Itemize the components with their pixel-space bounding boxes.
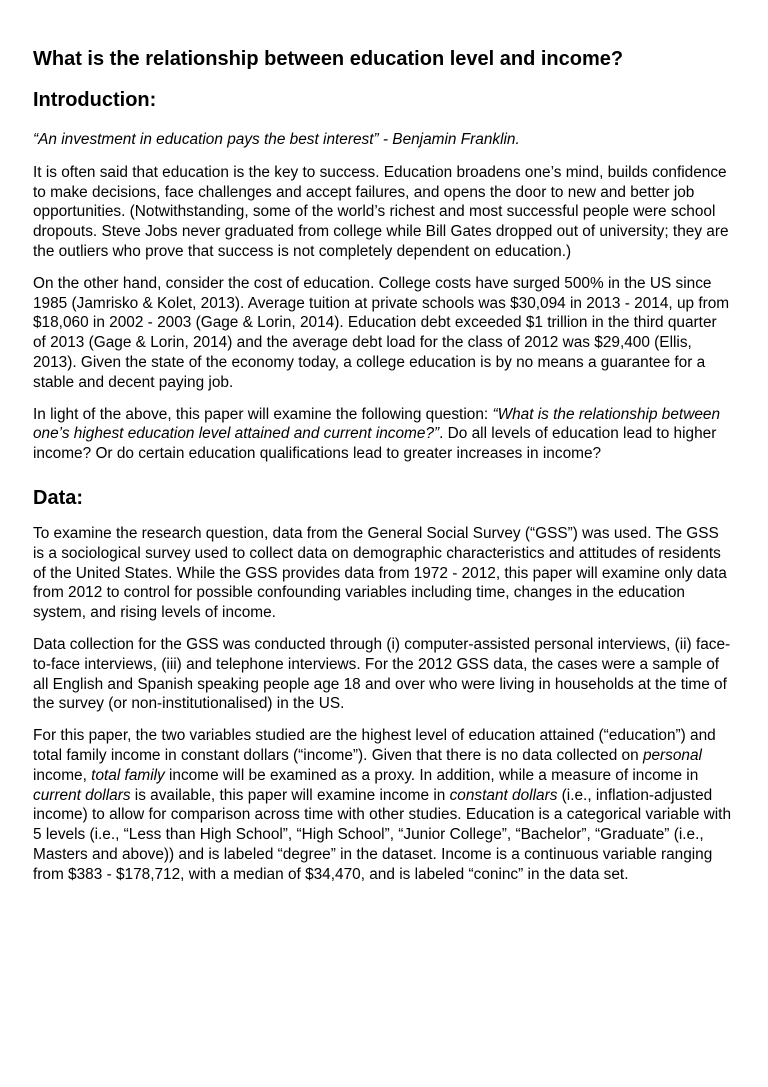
introduction-p3-end: . Do all levels of education lead to higher income? Or do certain education qualifications lead to greater increases in income?: [33, 425, 717, 463]
data-paragraph-2: Data collection for the GSS was conducted through (i) computer-assisted personal interviews, (ii) face-to-face interviews, (iii) and telephone interviews. For the 2012 GSS data, the cases were a sample of all English and Spanish speaking people age 18 and over who were living in households at the time of the survey (or non-institutionalised) in the US.: [33, 635, 731, 713]
introduction-heading: Introduction:: [33, 89, 157, 111]
introduction-paragraph-3: [33, 405, 733, 464]
data-p3-d: is available, this paper will examine income in: [130, 786, 450, 804]
data-p3-a: For this paper, the two variables studied are the highest level of education attained (“education”) and total family income in constant dollars (“income”). Given that there is no data collected on: [33, 727, 716, 764]
data-p3-c: income will be examined as a proxy. In addition, while a measure of income in: [164, 766, 699, 784]
data-p3-b: income,: [33, 766, 92, 784]
introduction-p3-start: In light of the above, this paper will examine the following question:: [33, 405, 493, 423]
data-p3-em-total-family: total family: [91, 766, 165, 784]
introduction-paragraph-1: It is often said that education is the key to success. Education broadens one’s mind, builds confidence to make decisions, face challenges and accept failures, and opens the door to new and better job opportunities. (Notwithstanding, some of the world’s richest and most successful people were school dropouts. Steve Jobs never graduated from college while Bill Gates dropped out of university; they are the outliers who prove that success is not completely dependent on education.): [33, 163, 729, 260]
document-page: [33, 46, 733, 897]
data-paragraph-1: To examine the research question, data from the General Social Survey (“GSS”) was used. The GSS is a sociological survey used to collect data on demographic characteristics and attitudes of residents of the United States. While the GSS provides data from 1972 - 2012, this paper will examine only data from 2012 to control for possible confounding variables including time, changes in the education system, and rising levels of income.: [33, 524, 727, 622]
data-p3-em-current-dollars: current dollars: [33, 786, 131, 804]
data-heading: Data:: [33, 486, 84, 509]
introduction-quote: “An investment in education pays the best interest” - Benjamin Franklin.: [33, 131, 520, 148]
introduction-paragraph-2: On the other hand, consider the cost of education. College costs have surged 500% in the US since 1985 (Jamrisko & Kolet, 2013). Average tuition at private schools was $30,094 in 2013 - 2014, up from $18,060 in 2002 - 2003 (Gage & Lorin, 2014). Education debt exceeded $1 trillion in the third quarter of 2013 (Gage & Lorin, 2014) and the average debt load for the class of 2012 was $29,400 (Ellis, 2013). Given the state of the economy today, a college education is by no means a guarantee for a stable and decent paying job.: [33, 274, 730, 391]
data-p3-e: (i.e., inflation-adjusted income) to allow for comparison across time with other studies. Education is a categorical variable with 5 levels (i.e., “Less than High School”, “High School”, “Junior College”, “Bachelor”, “Graduate” (i.e., Masters and above)) and is labeled “degree” in the dataset. Income is a continuous variable ranging from $383 - $178,712, with a median of $34,470, and is labeled “coninc” in the data set.: [33, 786, 732, 883]
data-p3-em-constant-dollars: constant dollars: [449, 786, 558, 804]
data-p3-em-personal: personal: [642, 746, 702, 764]
research-question: “What is the relationship between one’s highest education level attained and current income?”: [33, 405, 720, 443]
document-title: What is the relationship between education level and income?: [33, 48, 624, 70]
data-paragraph-3: [33, 726, 733, 884]
